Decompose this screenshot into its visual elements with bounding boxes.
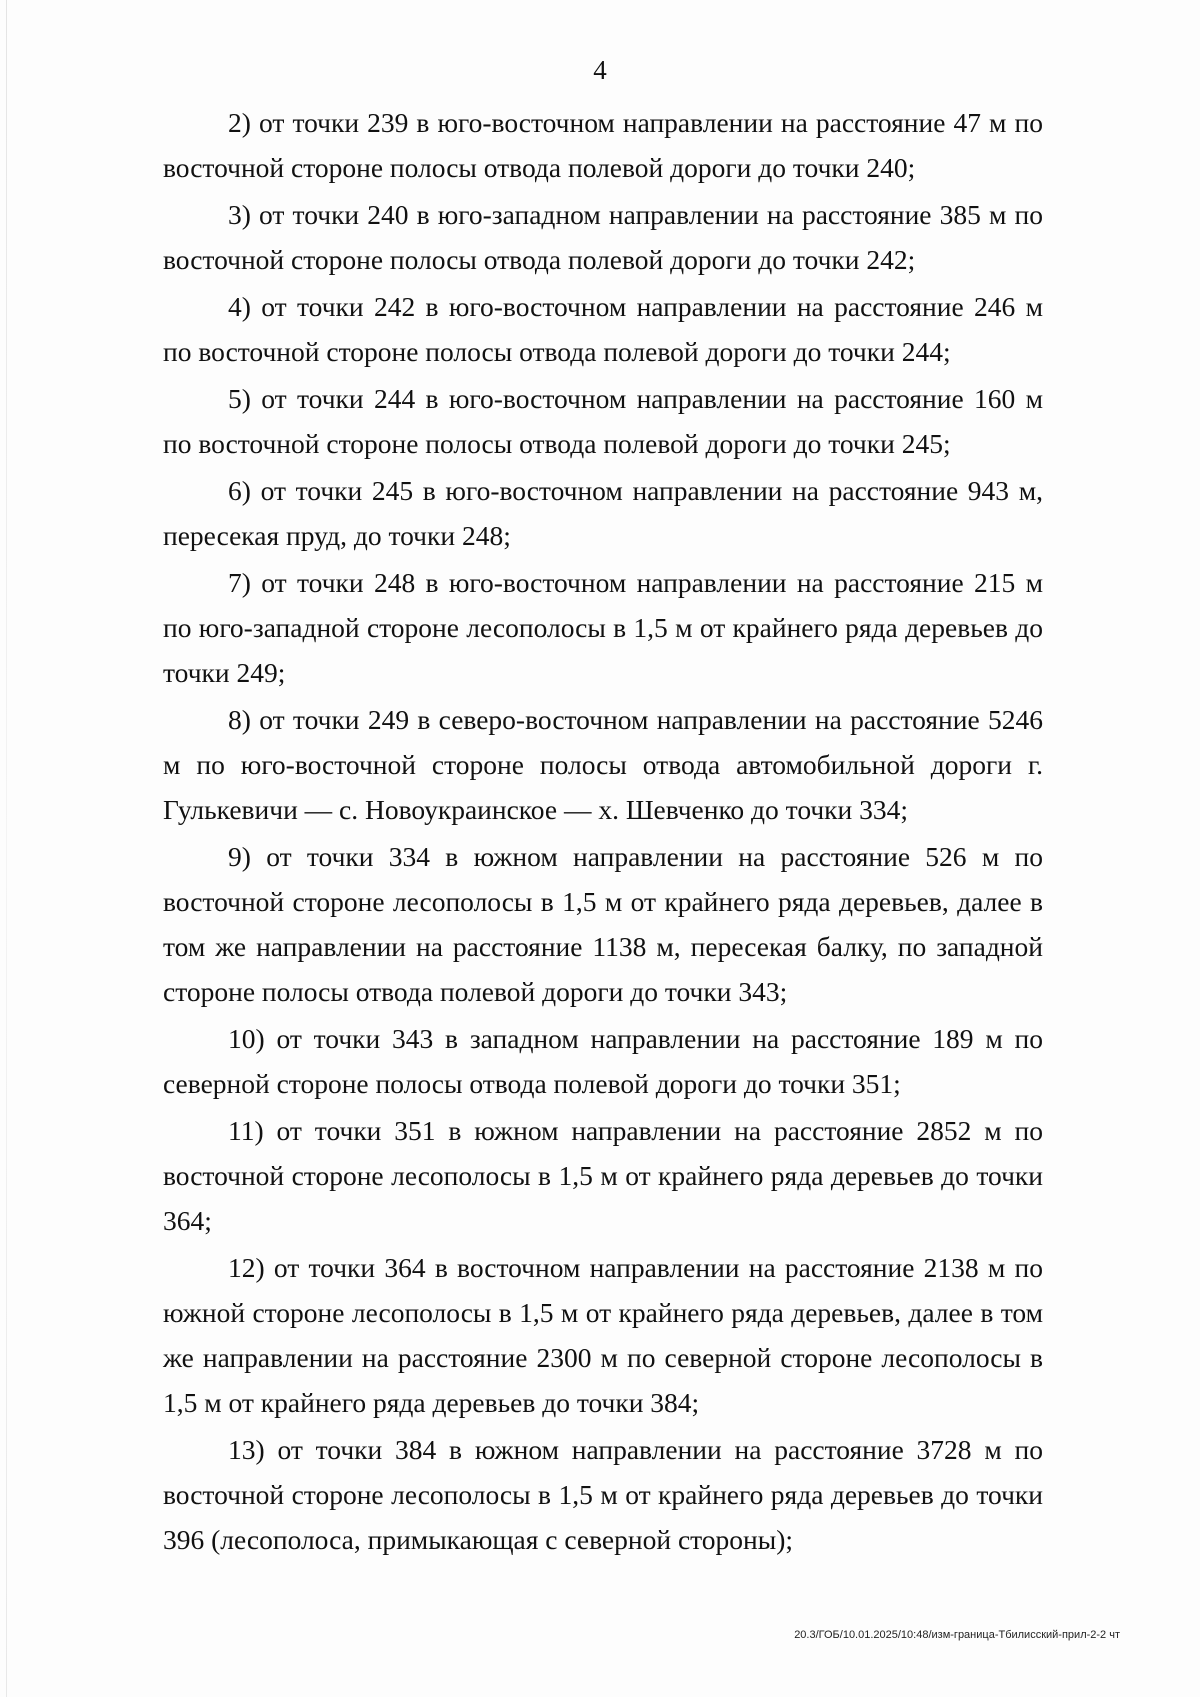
boundary-segment-6: 6) от точки 245 в юго-восточном направлении на расстояние 943 м, пересекая пруд, до точки 248; [163,475,1043,551]
document-footer-code: 20.3/ГОБ/10.01.2025/10:48/изм-граница-Тбилисский-прил-2-2 чт [794,1629,1120,1641]
document-body [163,100,1043,1564]
boundary-segment-8: 8) от точки 249 в северо-восточном направлении на расстояние 5246 м по юго-восточной стороне полосы отвода автомобильной дороги г. Гулькевичи — с. Новоукраинское — х. Шевченко до точки 334; [163,704,1043,825]
boundary-segment-5: 5) от точки 244 в юго-восточном направлении на расстояние 160 м по восточной стороне полосы отвода полевой дороги до точки 245; [163,383,1043,459]
scan-edge-shadow [6,0,7,1697]
boundary-segment-12: 12) от точки 364 в восточном направлении на расстояние 2138 м по южной стороне лесополосы в 1,5 м от крайнего ряда деревьев, далее в том же направлении на расстояние 2300 м по северной стороне лесополосы в 1,5 м от крайнего ряда деревьев до точки 384; [163,1252,1043,1418]
boundary-segment-2: 2) от точки 239 в юго-восточном направлении на расстояние 47 м по восточной стороне полосы отвода полевой дороги до точки 240; [163,107,1043,183]
boundary-segment-13: 13) от точки 384 в южном направлении на расстояние 3728 м по восточной стороне лесополосы в 1,5 м от крайнего ряда деревьев до точки 396 (лесополоса, примыкающая с северной стороны); [163,1434,1043,1555]
page-number: 4 [593,55,607,85]
boundary-segment-3: 3) от точки 240 в юго-западном направлении на расстояние 385 м по восточной стороне полосы отвода полевой дороги до точки 242; [163,199,1043,275]
boundary-segment-7: 7) от точки 248 в юго-восточном направлении на расстояние 215 м по юго-западной стороне лесополосы в 1,5 м от крайнего ряда деревьев до точки 249; [163,567,1043,688]
boundary-segment-11: 11) от точки 351 в южном направлении на расстояние 2852 м по восточной стороне лесополосы в 1,5 м от крайнего ряда деревьев до точки 364; [163,1115,1043,1236]
boundary-segment-10: 10) от точки 343 в западном направлении на расстояние 189 м по северной стороне полосы отвода полевой дороги до точки 351; [163,1023,1043,1099]
boundary-segment-4: 4) от точки 242 в юго-восточном направлении на расстояние 246 м по восточной стороне полосы отвода полевой дороги до точки 244; [163,291,1043,367]
boundary-segment-9: 9) от точки 334 в южном направлении на расстояние 526 м по восточной стороне лесополосы в 1,5 м от крайнего ряда деревьев, далее в том же направлении на расстояние 1138 м, пересекая балку, по западной стороне полосы отвода полевой дороги до точки 343; [163,841,1043,1007]
